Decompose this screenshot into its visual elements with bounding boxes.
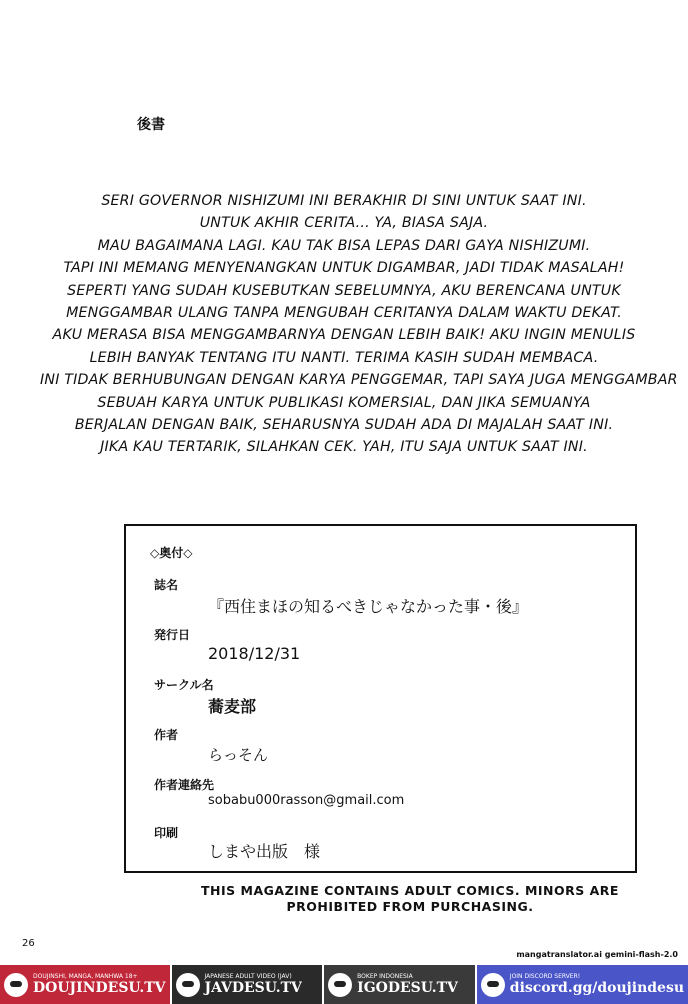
banner-subtitle: JAPANESE ADULT VIDEO (JAV)	[204, 973, 292, 980]
ad-banner	[0, 965, 688, 1004]
afterword-line: SEPERTI YANG SUDAH KUSEBUTKAN SEBELUMNYA, AKU BERENCANA UNTUK	[67, 282, 621, 299]
banner-doujindesu[interactable]	[0, 965, 170, 1004]
notice-line: THIS MAGAZINE CONTAINS ADULT COMICS. MINORS ARE	[201, 883, 619, 898]
afterword-line: MAU BAGAIMANA LAGI. KAU TAK BISA LEPAS DARI GAYA NISHIZUMI.	[97, 237, 591, 254]
afterword-line: MENGGAMBAR ULANG TANPA MENGUBAH CERITANYA DALAM WAKTU DEKAT.	[66, 305, 622, 322]
afterword-line: LEBIH BANYAK TENTANG ITU NANTI. TERIMA KASIH SUDAH MEMBACA.	[89, 349, 599, 366]
panda-icon	[328, 973, 352, 997]
colophon-label-printer: 印刷	[154, 826, 179, 840]
afterword-text	[40, 190, 678, 459]
colophon-label-title: 誌名	[154, 578, 179, 592]
colophon-value-printer: しまや出版 様	[208, 842, 321, 861]
afterword-line: BERJALAN DENGAN BAIK, SEHARUSNYA SUDAH ADA DI MAJALAH SAAT INI.	[74, 417, 614, 434]
discord-icon	[481, 973, 505, 997]
banner-subtitle: JOIN DISCORD SERVER!	[509, 973, 581, 980]
afterword-line: SEBUAH KARYA UNTUK PUBLIKASI KOMERSIAL, DAN JIKA SEMUANYA	[97, 394, 591, 411]
banner-title: JAVDESU.TV	[204, 980, 302, 996]
colophon-label-author: 作者	[154, 728, 179, 742]
panda-icon	[176, 973, 200, 997]
afterword-line: UNTUK AKHIR CERITA... YA, BIASA SAJA.	[199, 215, 489, 232]
colophon-value-contact: sobabu000rasson@gmail.com	[208, 793, 405, 808]
colophon-box	[124, 524, 637, 873]
banner-title: DOUJINDESU.TV	[33, 980, 166, 996]
afterword-line: TAPI INI MEMANG MENYENANGKAN UNTUK DIGAMBAR, JADI TIDAK MASALAH!	[63, 260, 625, 277]
colophon-label-contact: 作者連絡先	[154, 778, 215, 792]
banner-igodesu[interactable]	[322, 965, 475, 1004]
panda-icon	[4, 973, 28, 997]
banner-subtitle: BOKEP INDONESIA	[357, 973, 413, 980]
banner-title: IGODESU.TV	[357, 980, 458, 996]
colophon-value-circle: 蕎麦部	[208, 697, 257, 716]
colophon-value-author: らっそん	[208, 746, 269, 764]
notice-line: PROHIBITED FROM PURCHASING.	[286, 899, 534, 914]
adult-notice	[200, 883, 620, 915]
colophon-title: ◇奥付◇	[150, 546, 193, 560]
afterword-line: INI TIDAK BERHUBUNGAN DENGAN KARYA PENGGEMAR, TAPI SAYA JUGA MENGGAMBAR	[40, 372, 678, 389]
colophon-value-date: 2018/12/31	[208, 644, 301, 663]
banner-discord[interactable]	[475, 965, 688, 1004]
translator-credits: mangatranslator.ai gemini-flash-2.0	[516, 950, 678, 959]
colophon-label-date: 発行日	[154, 628, 191, 642]
afterword-line: SERI GOVERNOR NISHIZUMI INI BERAKHIR DI SINI UNTUK SAAT INI.	[101, 193, 587, 209]
afterword-heading: 後書	[137, 117, 165, 133]
colophon-value-title: 『西住まほの知るべきじゃなかった事・後』	[208, 597, 529, 616]
banner-subtitle: DOUJINSHI, MANGA, MANHWA 18+	[33, 973, 138, 980]
page-number: 26	[22, 938, 35, 949]
banner-javdesu[interactable]	[170, 965, 323, 1004]
afterword-line: AKU MERASA BISA MENGGAMBARNYA DENGAN LEBIH BAIK! AKU INGIN MENULIS	[52, 327, 636, 344]
afterword-line: JIKA KAU TERTARIK, SILAHKAN CEK. YAH, ITU SAJA UNTUK SAAT INI.	[100, 439, 588, 456]
banner-title: discord.gg/doujindesu	[509, 980, 685, 996]
colophon-label-circle: サークル名	[154, 678, 214, 692]
